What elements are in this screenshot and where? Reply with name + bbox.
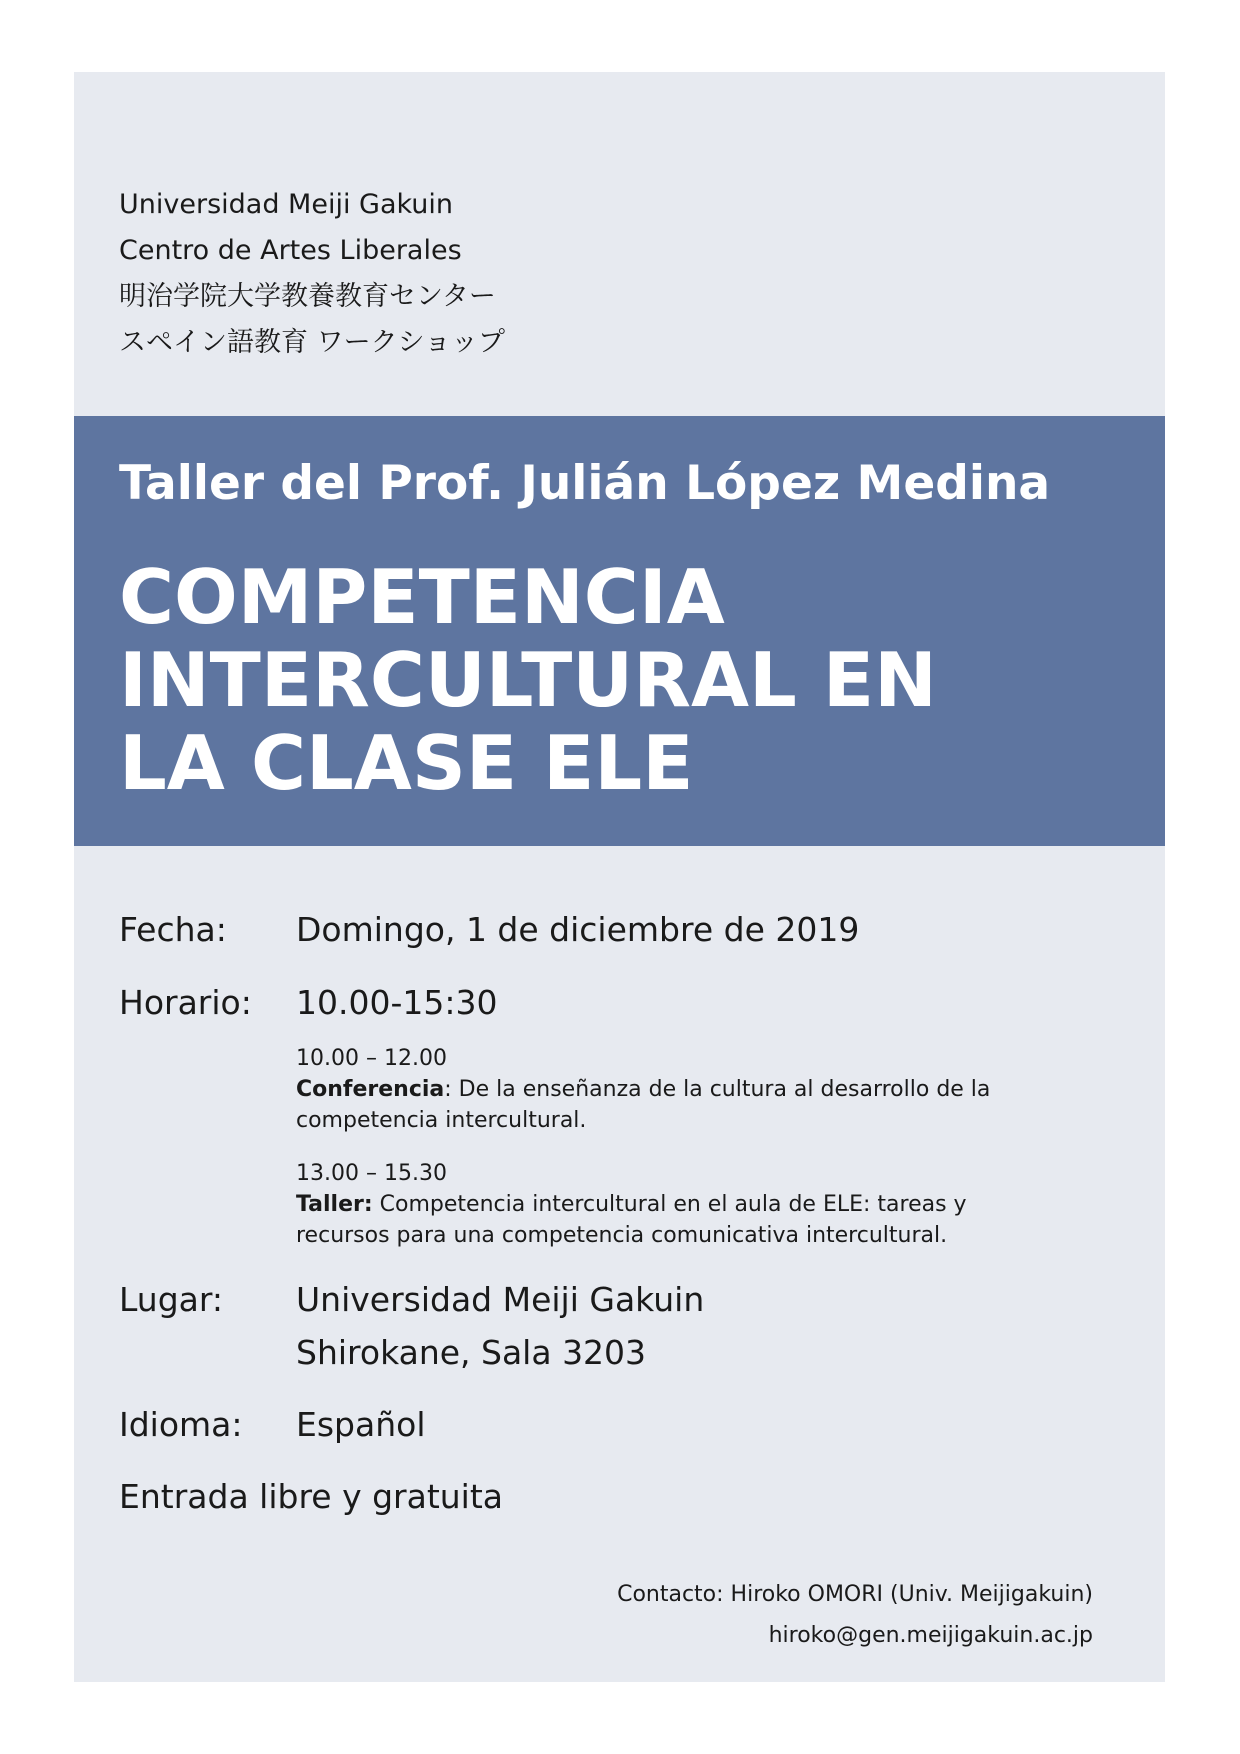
date-value: Domingo, 1 de diciembre de 2019	[296, 910, 860, 949]
language-value: Español	[296, 1405, 426, 1444]
language-row	[119, 1405, 426, 1444]
session-time: 13.00 – 15.30	[296, 1161, 447, 1186]
title-banner	[74, 416, 1165, 846]
session-text: Competencia intercultural en el aula de ELE: tareas y recursos para una competencia comunicativa intercultural.	[296, 1192, 967, 1248]
date-row	[119, 910, 859, 949]
session-description	[296, 1074, 1056, 1136]
venue-room: Shirokane, Sala 3203	[296, 1333, 647, 1372]
session-text: : De la enseñanza de la cultura al desarrollo de la competencia intercultural.	[296, 1077, 991, 1133]
organizer-workshop-japanese: スペイン語教育 ワークショップ	[119, 327, 506, 358]
title-line: LA CLASE ELE	[119, 719, 694, 807]
title-line: COMPETENCIA	[119, 553, 725, 641]
title-line: INTERCULTURAL EN	[119, 636, 937, 724]
workshop-subtitle: Taller del Prof. Julián López Medina	[119, 456, 1051, 511]
venue-value: Universidad Meiji Gakuin	[296, 1280, 705, 1319]
contact-email[interactable]: hiroko@gen.meijigakuin.ac.jp	[768, 1623, 1093, 1648]
organizer-center-japanese: 明治学院大学教養教育センター	[119, 281, 496, 312]
session-lecture	[296, 1043, 1056, 1136]
organizer-block	[119, 182, 505, 366]
session-type: Taller:	[296, 1192, 373, 1217]
session-type: Conferencia	[296, 1077, 445, 1102]
session-workshop	[296, 1158, 1056, 1251]
venue-label: Lugar:	[119, 1280, 223, 1319]
session-time: 10.00 – 12.00	[296, 1046, 447, 1071]
organizer-center: Centro de Artes Liberales	[119, 235, 462, 266]
schedule-label: Horario:	[119, 983, 252, 1022]
language-label: Idioma:	[119, 1405, 243, 1444]
workshop-title	[119, 553, 937, 807]
schedule-value: 10.00-15:30	[296, 983, 498, 1022]
venue-row	[119, 1280, 704, 1319]
date-label: Fecha:	[119, 910, 227, 949]
session-description	[296, 1189, 1056, 1251]
schedule-row	[119, 983, 497, 1022]
admission-note: Entrada libre y gratuita	[119, 1477, 504, 1516]
organizer-university: Universidad Meiji Gakuin	[119, 189, 454, 220]
contact-person: Contacto: Hiroko OMORI (Univ. Meijigakuin)	[617, 1582, 1093, 1607]
poster	[74, 72, 1165, 1682]
